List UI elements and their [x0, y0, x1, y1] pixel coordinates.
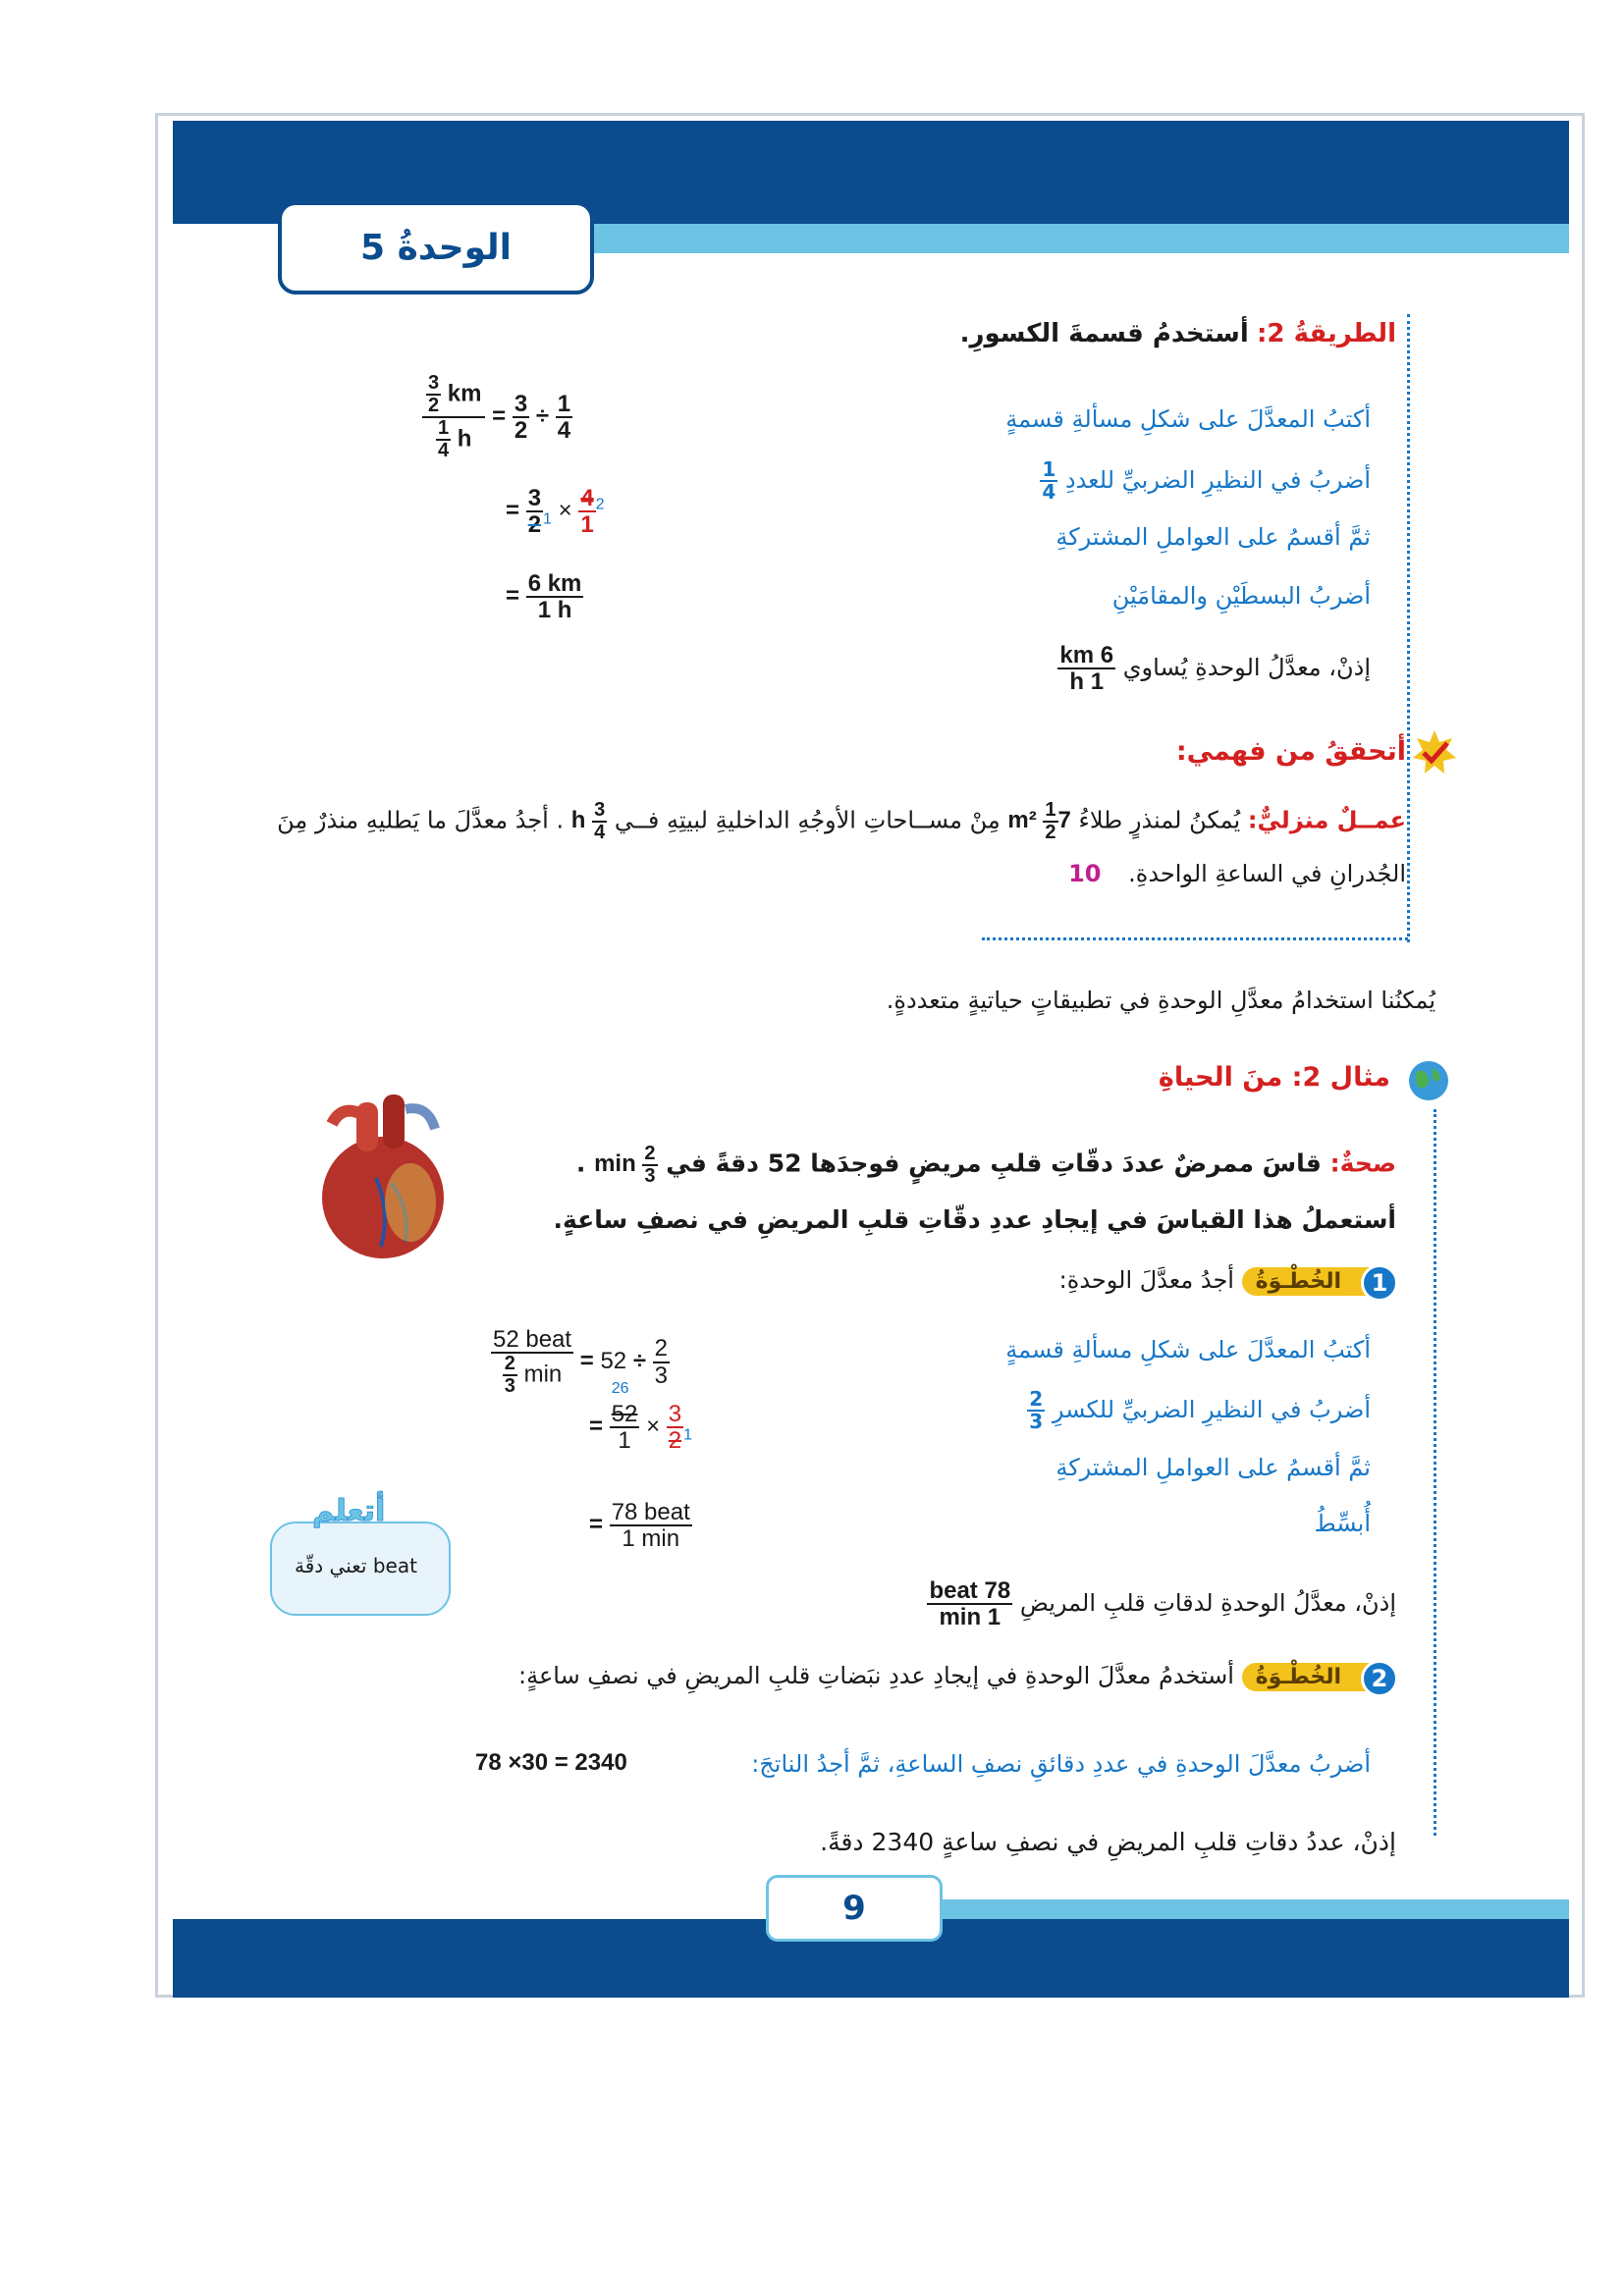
example-problem-2: أستعملُ هذا القياسَ في إيجادِ عددِ دقّاتِ قلبِ المريضِ في نصفِ ساعةٍ. — [553, 1205, 1396, 1234]
s1-math-line-3: = $\frac{\text{78 beat}}{1 \min}$ — [589, 1499, 690, 1553]
step-2-text: أستخدمُ معدَّلَ الوحدةِ في إيجادِ عددِ نبَضاتِ قلبِ المريضِ في نصفِ ساعةٍ: — [517, 1662, 1234, 1689]
unit-title-text: الوحدةُ 5 — [360, 228, 513, 268]
step-1-text: أجدُ معدَّلَ الوحدةِ: — [1058, 1266, 1234, 1294]
s1-step-2: أضربُ في النظيرِ الضربيِّ للكسرِ $\frac{2}{3}$ — [1029, 1387, 1371, 1433]
s2-conclusion: إذنْ، عددُ دقاتِ قلبِ المريضِ في نصفِ ساعةٍ 2340 دقةً. — [820, 1828, 1396, 1856]
check-text-d: الجُدرانِ في الساعةِ الواحدةِ. — [1128, 860, 1406, 887]
method2-math-line-1: $\frac{3}{2}$ km $\frac{1}{4}$ h = $\frac{3}{2}$ ÷ $\frac{1}{4}$ — [422, 373, 572, 461]
check-text-c: . أجدُ معدَّلَ ما يَطليهِ منذرٌ مِنَ — [277, 806, 565, 834]
check-answer: 10 — [1068, 860, 1102, 887]
learn-title: أتعلم — [312, 1494, 386, 1528]
check-label: عمــلٌ منزليٌّ: — [1247, 806, 1406, 834]
check-text-a: يُمكنُ لمنذرٍ طلاءُ — [1078, 806, 1241, 834]
s1-step-4: أُبسِّطُ — [1314, 1510, 1371, 1537]
page-number-text: 9 — [842, 1889, 866, 1928]
s1-step-3: ثمَّ أقسمُ على العواملِ المشتركةِ — [1056, 1454, 1371, 1481]
s1-step-1: أكتبُ المعدَّلَ على شكلِ مسألةِ قسمةٍ — [1005, 1336, 1371, 1363]
section-divider — [1407, 314, 1410, 942]
method2-math-line-2: = $\frac{3}{2}$ $_1$ × $\frac{4}{1}$ $^2$ — [506, 485, 605, 539]
method2-step-1: أكتبُ المعدَّلَ على شكلِ مسألةِ قسمةٍ — [1005, 405, 1371, 433]
method2-step-4: أضربُ البسطَيْنِ والمقامَيْنِ — [1111, 582, 1371, 610]
check-time: $\frac{3}{4}$ h — [570, 799, 606, 843]
intro-text: يُمكنُنا استخدامُ معدَّلِ الوحدةِ في تطبيقاتٍ حياتيةٍ متعددةٍ. — [886, 987, 1435, 1014]
method2-subtitle: أستخدمُ قسمةَ الكسورِ. — [959, 319, 1249, 348]
step-2-number: 2 — [1361, 1660, 1398, 1697]
s1-math-line-1: 52 beat $\frac{2}{3}$ min = 52 ÷ $\frac{2}{3}$ — [493, 1326, 669, 1398]
unit-title — [278, 201, 594, 294]
s2-step: أضربُ معدَّلَ الوحدةِ في عددِ دقائقِ نصفِ الساعةِ، ثمَّ أجدُ الناتجَ: — [751, 1750, 1371, 1778]
example-problem-1-text: قاسَ ممرضٌ عددَ دقّاتِ قلبِ مريضٍ فوجدَها 52 دقةً في — [666, 1148, 1322, 1178]
method2-conclusion-text: إذنْ، معدَّلُ الوحدةِ يُساوي — [1122, 654, 1371, 682]
page-frame — [155, 113, 1585, 1998]
s1-step-2-text: أضربُ في النظيرِ الضربيِّ للكسرِ — [1052, 1396, 1371, 1423]
method2-conclusion: إذنْ، معدَّلُ الوحدةِ يُساوي $\frac{6 km}{1 h}$ — [1059, 642, 1371, 696]
section-divider-bottom — [982, 937, 1408, 940]
example-title: مثال 2: منَ الحياةِ — [1158, 1062, 1390, 1093]
method2-step-2: أضربُ في النظيرِ الضربيِّ للعددِ $\frac{1}{4}$ — [1042, 457, 1371, 504]
globe-icon — [1406, 1058, 1451, 1103]
footer-accent — [943, 1899, 1569, 1919]
check-icon — [1411, 728, 1458, 775]
step-2-header — [518, 1662, 1396, 1691]
s1-conclusion: إذنْ، معدَّلُ الوحدةِ لدقاتِ قلبِ المريضِ $\frac{\text{78 beat}}{1 \min}$ — [929, 1577, 1396, 1631]
method2-step-3: ثمَّ أقسمُ على العواملِ المشتركةِ — [1056, 523, 1371, 551]
example-divider — [1434, 1109, 1436, 1836]
page-number — [766, 1875, 943, 1942]
s1-math-line-2: = 26 $\frac{52}{1}$ × $\frac{3}{2}$ $_1$ — [589, 1380, 693, 1455]
method2-heading — [960, 319, 1396, 348]
check-mixed-number: 7 $\frac{1}{2}$ m² — [1007, 799, 1071, 843]
s1-conclusion-text: إذنْ، معدَّلُ الوحدةِ لدقاتِ قلبِ المريضِ — [1019, 1589, 1396, 1618]
step-1-number: 1 — [1361, 1264, 1398, 1302]
check-text-b: مِنْ مســاحاتِ الأوجُهِ الداخليةِ لبيتِهِ فــي — [614, 806, 1001, 834]
header-accent — [589, 224, 1569, 253]
method2-title: الطريقةُ 2: — [1257, 319, 1396, 348]
step-2-pill: الخُطْـوَةُ 2 — [1242, 1663, 1396, 1691]
method2-step-2-text: أضربُ في النظيرِ الضربيِّ للعددِ — [1064, 466, 1371, 494]
check-problem-line-2 — [1068, 860, 1406, 887]
step-1-header — [1059, 1266, 1396, 1296]
health-label: صحةٌ: — [1329, 1148, 1396, 1178]
method2-math-line-3: = $\frac{6 km}{1 h}$ — [506, 570, 582, 624]
example-problem-1: صحةٌ: قاسَ ممرضٌ عددَ دقّاتِ قلبِ مريضٍ فوجدَها 52 دقةً في $\frac{2}{3}$ min . — [575, 1143, 1396, 1187]
check-title: أتحققُ من فهمي: — [1175, 736, 1406, 767]
heart-image — [302, 1085, 460, 1266]
step-1-pill: الخُطْـوَةُ 1 — [1242, 1267, 1396, 1296]
check-problem — [247, 800, 1406, 843]
s2-math: 78 ×30 = 2340 — [475, 1749, 627, 1776]
learn-text: beat تعني دقّة — [295, 1554, 417, 1577]
